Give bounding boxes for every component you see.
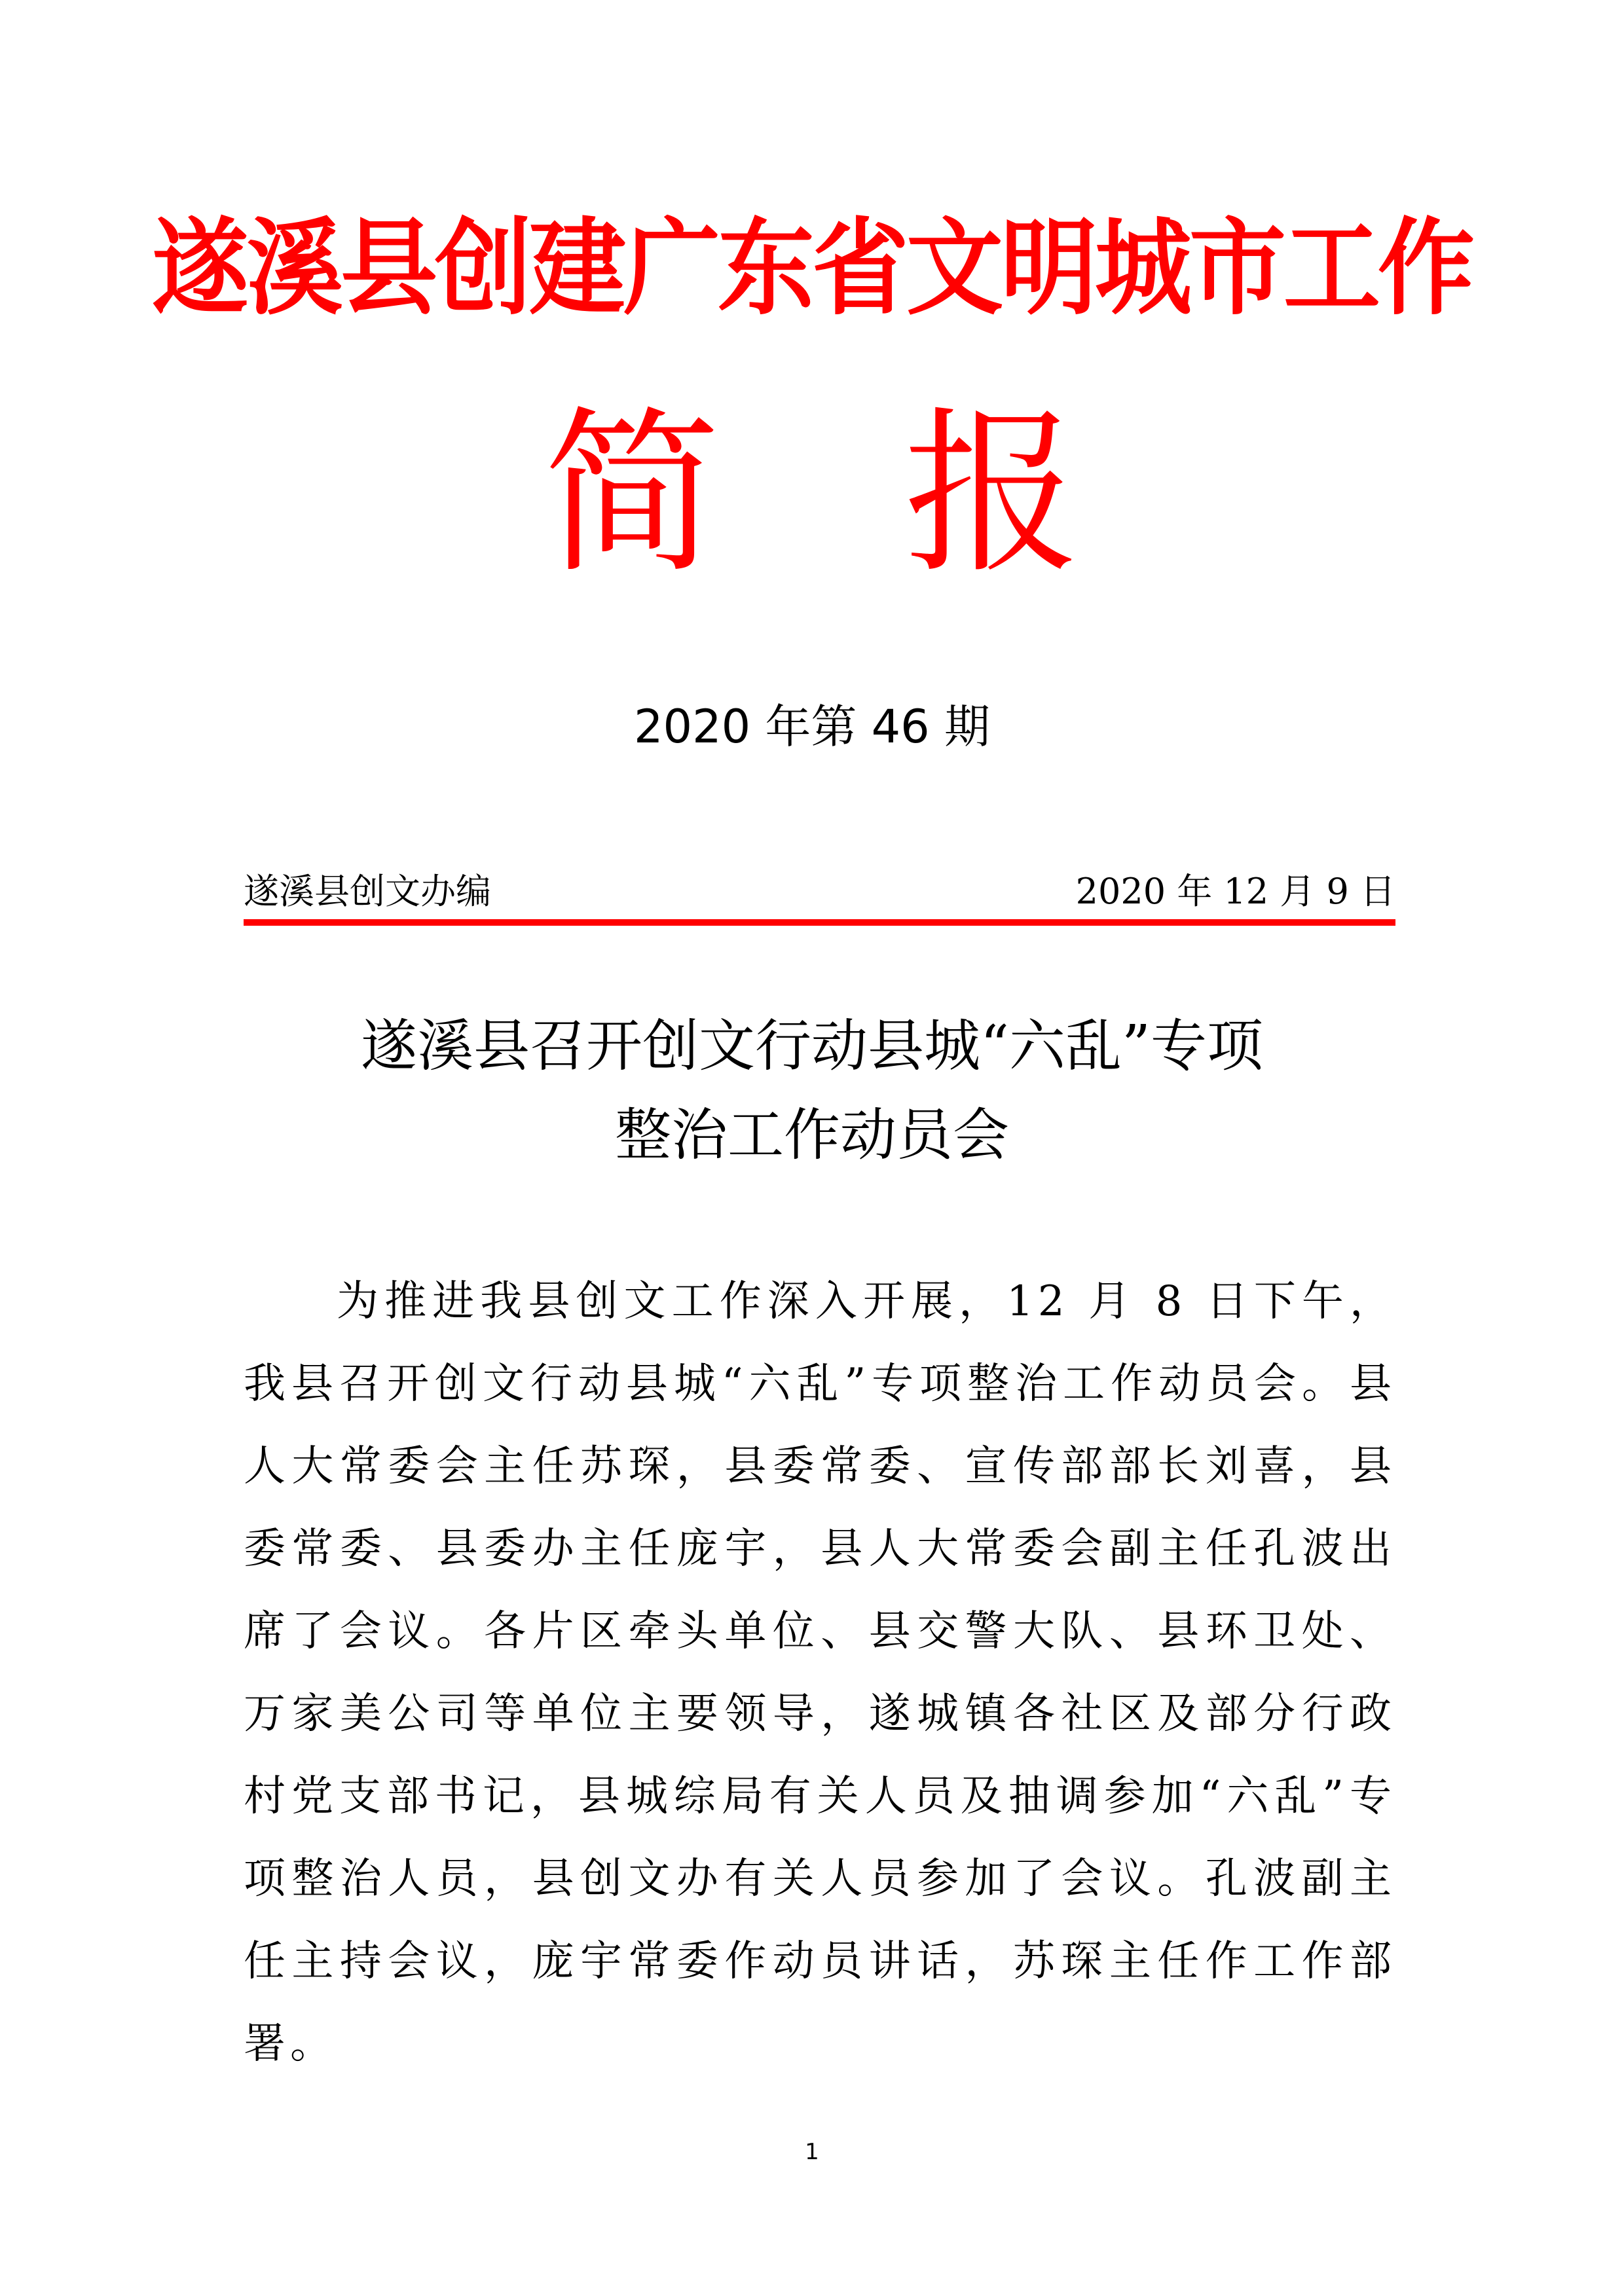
editor-label: 遂溪县创文办编 bbox=[244, 871, 491, 912]
headline-line-1: 遂溪县召开创文行动县城“六乱”专项 bbox=[361, 1013, 1263, 1079]
masthead-title: 遂溪县创建广东省文明城市工作 bbox=[152, 207, 1472, 329]
brief-char-bao: 报 bbox=[904, 391, 1080, 597]
headline-line-2: 整治工作动员会 bbox=[615, 1102, 1009, 1168]
article-paragraph: 为推进我县创文工作深入开展，12 月 8 日下午，我县召开创文行动县城“六乱”专项整治工作动员会。县人大常委会主任苏琛，县委常委、宣传部部长刘喜，县委常委、县委办主任庞宇，县人大常委会副主任孔波出席了会议。各片区牵头单位、县交警大队、县环卫处、万家美公司等单位主要领导，遂城镇各社区及部分行政村党支部书记，县城综局有关人员及抽调参加“六乱”专项整治人员，县创文办有关人员参加了会议。孔波副主任主持会议，庞宇常委作动员讲话，苏琛主任作工作部署。 bbox=[244, 1277, 1396, 2068]
brief-char-jian: 简 bbox=[544, 391, 720, 597]
masthead-brief bbox=[0, 390, 1624, 599]
page-number: 1 bbox=[805, 2139, 819, 2165]
red-divider bbox=[244, 919, 1395, 926]
article-body bbox=[244, 1260, 1396, 2085]
publish-date: 2020 年 12 月 9 日 bbox=[1075, 871, 1395, 912]
issue-number: 2020 年第 46 期 bbox=[634, 700, 990, 754]
